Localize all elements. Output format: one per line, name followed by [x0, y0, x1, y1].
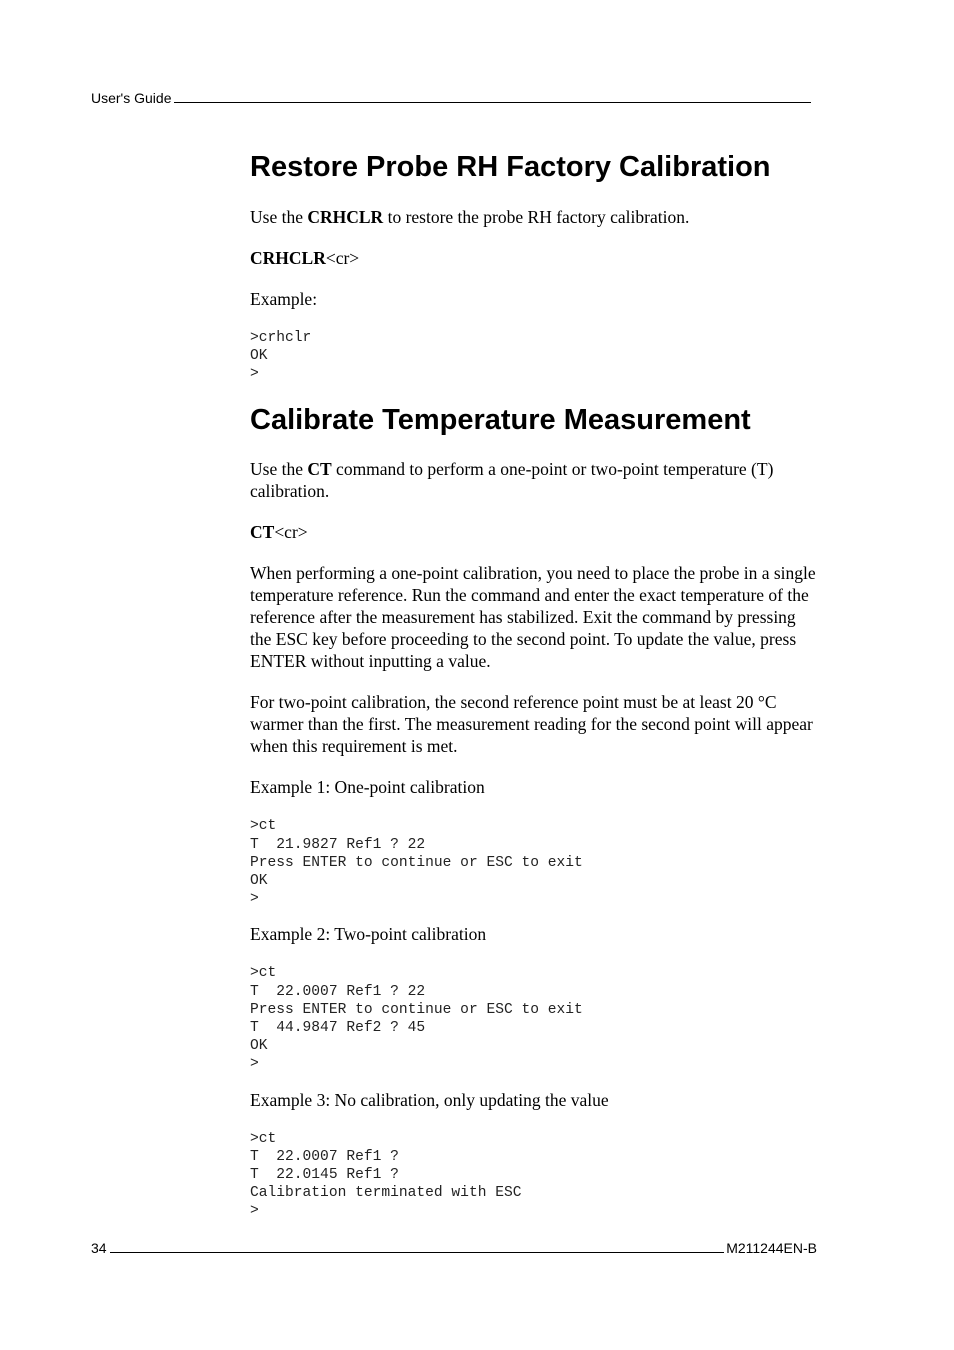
example3-code: >ct T 22.0007 Ref1 ? T 22.0145 Ref1 ? Calibration terminated with ESC >: [250, 1130, 522, 1220]
ct-two-point-paragraph: For two-point calibration, the second reference point must be at least 20 °C warmer than the first. The measurement reading for the second point will appear when this requirement is met.: [250, 692, 813, 757]
restore-syntax: CRHCLR<cr>: [250, 247, 360, 268]
page-header: [91, 90, 813, 106]
page-number: 34: [91, 1240, 107, 1256]
ct-syntax: CT<cr>: [250, 522, 308, 543]
ct-intro: Use the CT command to perform a one-point or two-point temperature (T) calibration.: [250, 459, 774, 502]
example1-label: Example 1: One-point calibration: [250, 777, 485, 798]
header-rule: [174, 101, 811, 103]
restore-example-label: Example:: [250, 288, 318, 309]
example3-label: Example 3: No calibration, only updating the value: [250, 1089, 609, 1110]
page-content: [250, 152, 820, 1236]
section-heading-calibrate-temp: Calibrate Temperature Measurement: [250, 403, 751, 436]
example2-code: >ct T 22.0007 Ref1 ? 22 Press ENTER to continue or ESC to exit T 44.9847 Ref2 ? 45 OK >: [250, 965, 583, 1073]
document-id: M211244EN-B: [726, 1240, 817, 1256]
command-name: CRHCLR: [307, 206, 384, 227]
section-heading-restore-rh: Restore Probe RH Factory Calibration: [250, 151, 771, 183]
restore-intro: Use the CRHCLR to restore the probe RH factory calibration.: [250, 206, 690, 227]
footer-rule: [110, 1251, 725, 1253]
example1-code: >ct T 21.9827 Ref1 ? 22 Press ENTER to continue or ESC to exit OK >: [250, 818, 583, 908]
header-title: User's Guide: [91, 90, 172, 106]
restore-example-code: >crhclr OK >: [250, 329, 312, 383]
example2-label: Example 2: Two-point calibration: [250, 924, 487, 945]
command-name: CT: [307, 459, 332, 480]
page-footer: [91, 1240, 817, 1256]
ct-one-point-paragraph: When performing a one-point calibration, you need to place the probe in a single temperature reference. Run the command and enter the exact temperature of the reference after the measurement has stabilized. Exit the command by pressing the ESC key before proceeding to the second point. To update the value, press ENTER without inputting a value.: [250, 563, 816, 672]
